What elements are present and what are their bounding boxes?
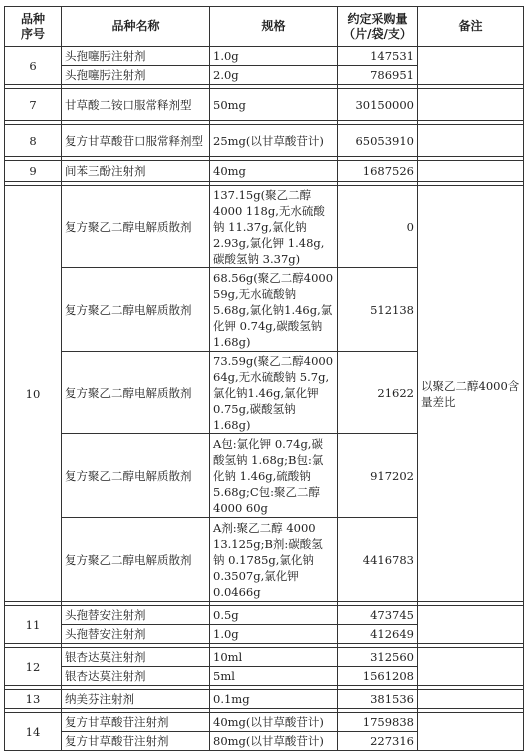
purchase-quantity: 512138 — [338, 268, 418, 352]
table-row — [5, 186, 524, 268]
drug-name: 银杏达莫注射剂 — [62, 648, 210, 667]
table-row — [5, 89, 524, 121]
specification: 2.0g — [210, 66, 338, 85]
drug-name: 纳美芬注射剂 — [62, 690, 210, 709]
header-no: 品种 序号 — [5, 7, 62, 47]
item-number: 13 — [5, 690, 62, 709]
remark — [418, 648, 524, 686]
purchase-quantity: 412649 — [338, 625, 418, 644]
header-row — [5, 7, 524, 47]
purchase-quantity: 473745 — [338, 606, 418, 625]
purchase-quantity: 786951 — [338, 66, 418, 85]
drug-name: 间苯三酚注射剂 — [62, 161, 210, 182]
table-row — [5, 648, 524, 667]
item-number: 7 — [5, 89, 62, 121]
procurement-table — [4, 6, 524, 751]
purchase-quantity: 1759838 — [338, 713, 418, 732]
remark — [418, 161, 524, 182]
drug-name: 复方聚乙二醇电解质散剂 — [62, 518, 210, 602]
table-row — [5, 713, 524, 732]
remark — [418, 713, 524, 751]
specification: A包:氯化钾 0.74g,碳酸氢钠 1.68g;B包:氯化钠 1.46g,硫酸钠 5.68g;C包:聚乙二醇 4000 60g — [210, 434, 338, 518]
purchase-quantity: 147531 — [338, 47, 418, 66]
drug-name: 复方聚乙二醇电解质散剂 — [62, 268, 210, 352]
header-qty: 约定采购量 （片/袋/支） — [338, 7, 418, 47]
drug-name: 头孢噻肟注射剂 — [62, 47, 210, 66]
drug-name: 复方聚乙二醇电解质散剂 — [62, 434, 210, 518]
item-number: 6 — [5, 47, 62, 85]
purchase-quantity: 0 — [338, 186, 418, 268]
specification: 5ml — [210, 667, 338, 686]
drug-name: 头孢替安注射剂 — [62, 606, 210, 625]
item-number: 11 — [5, 606, 62, 644]
item-number: 14 — [5, 713, 62, 751]
specification: 25mg(以甘草酸苷计) — [210, 125, 338, 157]
drug-name: 复方甘草酸苷注射剂 — [62, 732, 210, 751]
specification: 0.5g — [210, 606, 338, 625]
purchase-quantity: 4416783 — [338, 518, 418, 602]
specification: 40mg — [210, 161, 338, 182]
table-row — [5, 606, 524, 625]
drug-name: 复方甘草酸苷口服常释剂型 — [62, 125, 210, 157]
drug-name: 头孢噻肟注射剂 — [62, 66, 210, 85]
purchase-quantity: 227316 — [338, 732, 418, 751]
header-note: 备注 — [418, 7, 524, 47]
header-name: 品种名称 — [62, 7, 210, 47]
table-row — [5, 690, 524, 709]
specification: 0.1mg — [210, 690, 338, 709]
table-body — [5, 47, 524, 751]
specification: 137.15g(聚乙二醇4000 118g,无水硫酸钠 11.37g,氯化钠2.93g,氯化钾 1.48g,碳酸氢钠 3.37g) — [210, 186, 338, 268]
remark — [418, 690, 524, 709]
header-spec: 规格 — [210, 7, 338, 47]
specification: 10ml — [210, 648, 338, 667]
item-number: 10 — [5, 186, 62, 602]
purchase-quantity: 312560 — [338, 648, 418, 667]
specification: 1.0g — [210, 47, 338, 66]
drug-name: 甘草酸二铵口服常释剂型 — [62, 89, 210, 121]
purchase-quantity: 1561208 — [338, 667, 418, 686]
purchase-quantity: 917202 — [338, 434, 418, 518]
purchase-quantity: 1687526 — [338, 161, 418, 182]
purchase-quantity: 65053910 — [338, 125, 418, 157]
drug-name: 复方甘草酸苷注射剂 — [62, 713, 210, 732]
item-number: 9 — [5, 161, 62, 182]
specification: 1.0g — [210, 625, 338, 644]
table-row — [5, 47, 524, 66]
specification: 73.59g(聚乙二醇4000 64g,无水硫酸钠 5.7g,氯化钠1.46g,氯化钾 0.75g,碳酸氢钠 1.68g) — [210, 352, 338, 434]
specification: A剂:聚乙二醇 4000 13.125g;B剂:碳酸氢钠 0.1785g,氯化钠0.3507g,氯化钾 0.0466g — [210, 518, 338, 602]
remark — [418, 89, 524, 121]
table-row — [5, 125, 524, 157]
drug-name: 复方聚乙二醇电解质散剂 — [62, 352, 210, 434]
specification: 40mg(以甘草酸苷计) — [210, 713, 338, 732]
purchase-quantity: 381536 — [338, 690, 418, 709]
drug-name: 头孢替安注射剂 — [62, 625, 210, 644]
remark — [418, 47, 524, 85]
remark — [418, 606, 524, 644]
purchase-quantity: 30150000 — [338, 89, 418, 121]
specification: 68.56g(聚乙二醇4000 59g,无水硫酸钠 5.68g,氯化钠1.46g,氯化钾 0.74g,碳酸氢钠 1.68g) — [210, 268, 338, 352]
item-number: 12 — [5, 648, 62, 686]
drug-name: 复方聚乙二醇电解质散剂 — [62, 186, 210, 268]
drug-name: 银杏达莫注射剂 — [62, 667, 210, 686]
remark: 以聚乙二醇4000含量差比 — [418, 186, 524, 602]
specification: 50mg — [210, 89, 338, 121]
item-number: 8 — [5, 125, 62, 157]
purchase-quantity: 21622 — [338, 352, 418, 434]
table-row — [5, 161, 524, 182]
remark — [418, 125, 524, 157]
specification: 80mg(以甘草酸苷计) — [210, 732, 338, 751]
